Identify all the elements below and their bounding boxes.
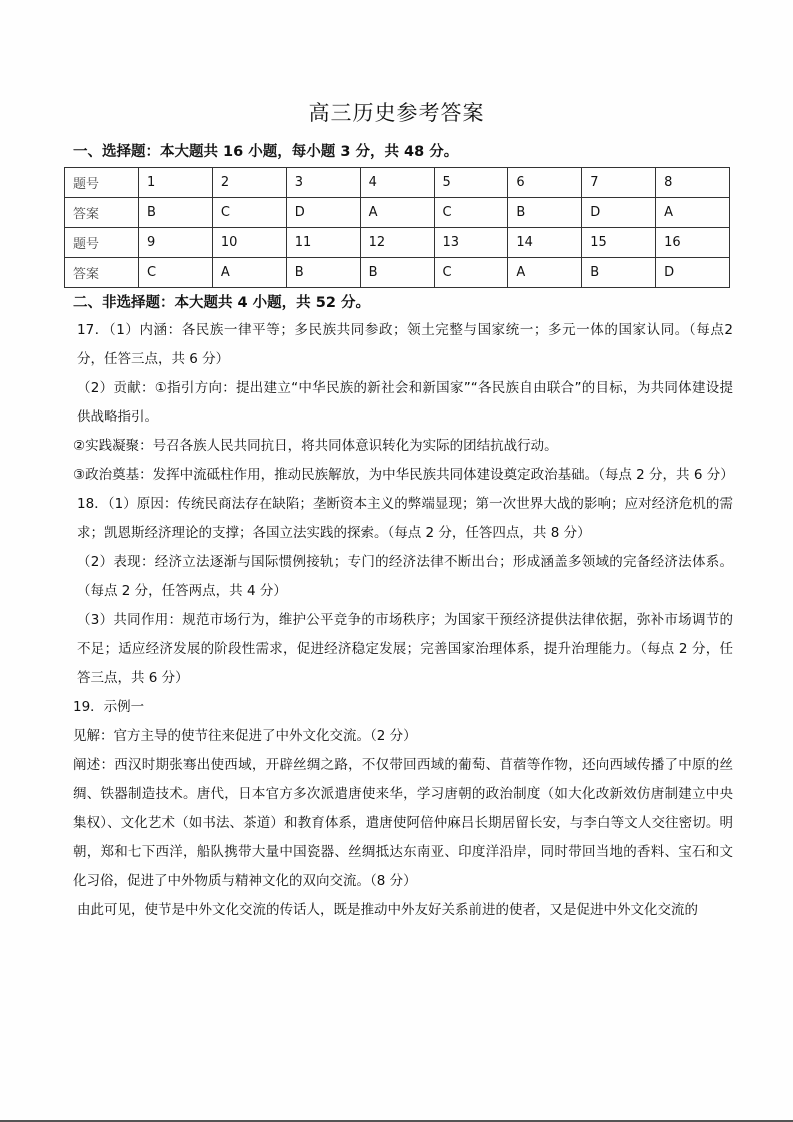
table-cell: C (434, 198, 508, 228)
q17-part2-point2: ②实践凝聚：号召各族人民共同抗日，将共同体意识转化为实际的团结抗战行动。 (73, 438, 558, 454)
row-label: 答案 (65, 198, 139, 228)
section1-heading: 一、选择题：本大题共 16 小题，每小题 3 分，共 48 分。 (73, 144, 459, 160)
table-cell: 13 (434, 228, 508, 258)
table-cell: 10 (212, 228, 286, 258)
q18-part3: （3）共同作用：规范市场行为，维护公平竞争的市场秩序；为国家干预经济提供法律依据，弥补市场调节的不足；适应经济发展的阶段性需求，促进经济稳定发展；完善国家治理体系，提升治理能力。（每点 2 分，任答三点，共 6 分） (77, 612, 733, 686)
table-row (65, 198, 730, 228)
table-cell: B (286, 258, 360, 288)
q17-part2-point3: ③政治奠基：发挥中流砥柱作用，推动民族解放，为中华民族共同体建设奠定政治基础。（每点 2 分，共 6 分） (73, 467, 734, 483)
q19-elaboration: 阐述：西汉时期张骞出使西域，开辟丝绸之路，不仅带回西域的葡萄、苜蓿等作物，还向西域传播了中原的丝绸、铁器制造技术。唐代，日本官方多次派遣唐使来华，学习唐朝的政治制度（如大化改新效仿唐制建立中央集权）、文化艺术（如书法、茶道）和教育体系，遣唐使阿倍仲麻吕长期居留长安，与李白等文人交往密切。明朝，郑和七下西洋，船队携带大量中国瓷器、丝绸抵达东南亚、印度洋沿岸，同时带回当地的香料、宝石和文化习俗，促进了中外物质与精神文化的双向交流。（8 分） (73, 757, 733, 889)
row-label: 题号 (65, 168, 139, 198)
table-row (65, 168, 730, 198)
table-cell: C (212, 198, 286, 228)
table-cell: 12 (360, 228, 434, 258)
table-cell: C (139, 258, 213, 288)
table-cell: 9 (139, 228, 213, 258)
table-cell: 16 (656, 228, 730, 258)
table-cell: D (656, 258, 730, 288)
table-cell: 7 (582, 168, 656, 198)
table-cell: 11 (286, 228, 360, 258)
table-cell: B (582, 258, 656, 288)
page-title: 高三历史参考答案 (308, 101, 485, 125)
table-cell: 14 (508, 228, 582, 258)
answer-table (64, 167, 730, 288)
q19-example-label: 19．示例一 (73, 699, 145, 715)
q19-viewpoint: 见解：官方主导的使节往来促进了中外文化交流。（2 分） (73, 728, 417, 744)
table-cell: 4 (360, 168, 434, 198)
table-cell: D (286, 198, 360, 228)
row-label: 答案 (65, 258, 139, 288)
table-row (65, 228, 730, 258)
q19-conclusion: 由此可见，使节是中外文化交流的传话人，既是推动中外友好关系前进的使者，又是促进中外文化交流的 (77, 902, 698, 918)
table-cell: 6 (508, 168, 582, 198)
table-cell: 2 (212, 168, 286, 198)
table-cell: A (508, 258, 582, 288)
table-cell: D (582, 198, 656, 228)
table-cell: B (508, 198, 582, 228)
table-row (65, 258, 730, 288)
table-cell: 3 (286, 168, 360, 198)
table-cell: 5 (434, 168, 508, 198)
table-cell: B (139, 198, 213, 228)
q18-part1: 18．（1）原因：传统民商法存在缺陷；垄断资本主义的弊端显现；第一次世界大战的影响；应对经济危机的需求；凯恩斯经济理论的支撑；各国立法实践的探索。（每点 2 分，任答四点，共 8 分） (77, 496, 733, 541)
table-cell: A (212, 258, 286, 288)
table-cell: 1 (139, 168, 213, 198)
table-cell: B (360, 258, 434, 288)
q18-part2: （2）表现：经济立法逐渐与国际惯例接轨；专门的经济法律不断出台；形成涵盖多领域的完备经济法体系。（每点 2 分，任答两点，共 4 分） (77, 554, 733, 599)
section2-heading: 二、非选择题：本大题共 4 小题，共 52 分。 (73, 295, 370, 311)
table-cell: 15 (582, 228, 656, 258)
table-cell: A (656, 198, 730, 228)
row-label: 题号 (65, 228, 139, 258)
table-cell: A (360, 198, 434, 228)
q17-part2: （2）贡献：①指引方向：提出建立“中华民族的新社会和新国家”“各民族自由联合”的目标，为共同体建设提供战略指引。 (77, 380, 733, 425)
q17-part1: 17．（1）内涵：各民族一律平等；多民族共同参政；领土完整与国家统一；多元一体的国家认同。（每点2 分，任答三点，共 6 分） (77, 322, 733, 367)
table-cell: C (434, 258, 508, 288)
table-cell: 8 (656, 168, 730, 198)
